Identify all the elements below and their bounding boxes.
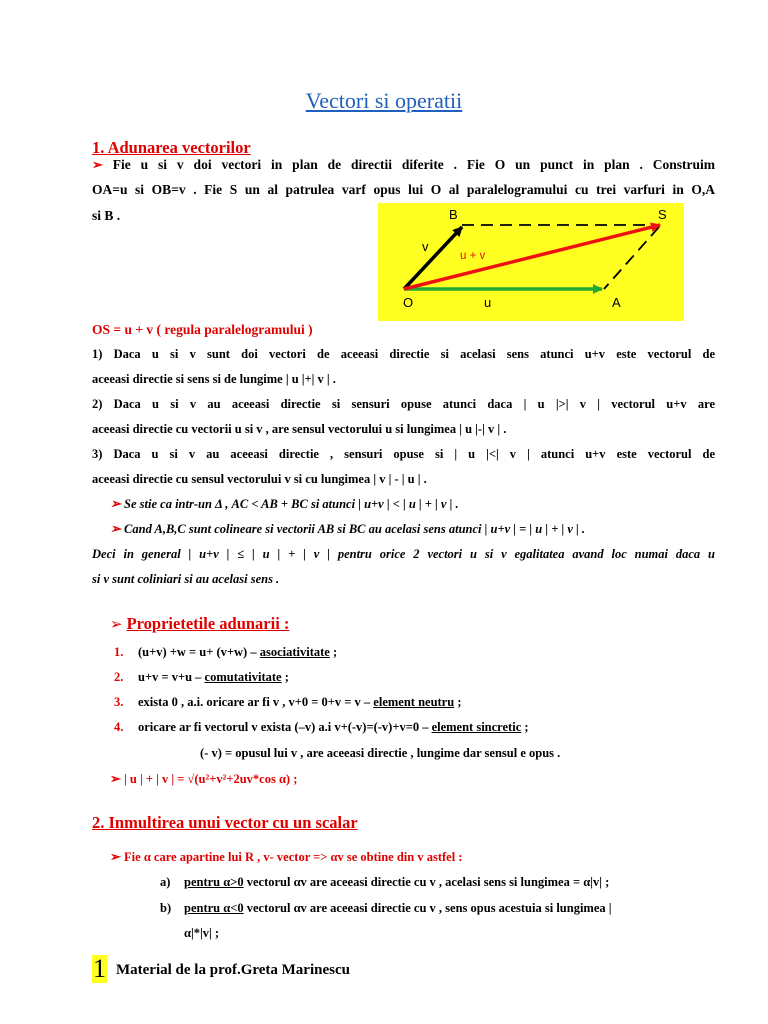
section-heading-addition: 1. Adunarea vectorilor	[92, 138, 251, 157]
property-end: ;	[454, 695, 462, 709]
opposite-note: (- v) = opusul lui v , are aceeasi directie , lungime dar sensul e opus .	[200, 746, 561, 760]
property-text: oricare ar fi vectorul v exista (–v) a.i v+(-v)=(-v)+v=0 –	[138, 720, 432, 734]
italic-note: Deci in general | u+v | ≤ | u | + | v | pentru orice 2 vectori u si v egalitatea avand loc numai daca u	[92, 547, 715, 561]
formula-text: | u | + | v | = √(u²+v²+2uv*cos α) ;	[124, 772, 298, 786]
bullet-arrow-icon: ➢	[110, 771, 121, 786]
point-label-o: O	[403, 295, 414, 310]
property-number: 1.	[114, 645, 124, 659]
italic-note-text: Se stie ca intr-un Δ , AC < AB + BC si atunci | u+v | < | u | + | v | .	[124, 497, 459, 511]
bullet-arrow-icon: ➢	[110, 617, 123, 633]
paragraph-line	[92, 157, 715, 173]
vector-sum-arrow	[404, 225, 660, 289]
property-item	[114, 670, 289, 685]
property-term: element sincretic	[431, 720, 522, 734]
bullet-arrow-icon: ➢	[110, 496, 121, 511]
parallelogram-rule: OS = u + v ( regula paralelogramului )	[92, 322, 313, 337]
point-label-b: B	[449, 207, 458, 222]
bullet-arrow-icon: ➢	[110, 849, 121, 864]
property-end: ;	[281, 670, 289, 684]
scalar-case-b-cont: α|*|v| ;	[184, 926, 220, 940]
case-item: 3) Daca u si v au aceeasi directie , sensuri opuse si | u |<| v | atunci u+v este vectorul de	[92, 447, 715, 461]
vector-v-arrow	[404, 227, 462, 289]
paragraph-line: OA=u si OB=v . Fie S un al patrulea varf opus lui O al paralelogramului cu trei varfuri in O,A	[92, 182, 715, 197]
case-label: b)	[160, 901, 172, 915]
case-item: 1) Daca u si v sunt doi vectori de aceeasi directie si acelasi sens atunci u+v este vectorul de	[92, 347, 715, 361]
paragraph-line: si B .	[92, 208, 121, 223]
case-label: a)	[160, 875, 171, 889]
page-title: Vectori si operatii	[305, 88, 463, 113]
italic-note	[110, 521, 585, 537]
case-condition: pentru α<0	[184, 901, 244, 915]
italic-note	[110, 496, 459, 512]
vector-label-v: v	[422, 239, 429, 254]
scalar-case-b	[160, 901, 612, 916]
case-item: aceeasi directie si sens si de lungime | u |+| v | .	[92, 372, 336, 386]
property-item	[114, 695, 461, 710]
vector-label-u: u	[484, 295, 492, 310]
parallelogram-svg	[378, 203, 684, 321]
vector-label-sum: u + v	[460, 250, 486, 262]
property-text: u+v = v+u –	[138, 670, 205, 684]
case-item: aceeasi directie cu sensul vectorului v si cu lungimea | v | - | u | .	[92, 472, 427, 486]
section-heading-scalar: 2. Inmultirea unui vector cu un scalar	[92, 813, 358, 832]
bullet-arrow-icon: ➢	[92, 157, 103, 172]
point-label-a: A	[612, 295, 621, 310]
point-label-s: S	[658, 207, 667, 222]
property-item	[114, 720, 529, 735]
footer-credit: Material de la prof.Greta Marinescu	[116, 962, 350, 978]
property-text: exista 0 , a.i. oricare ar fi v , v+0 = 0+v = v –	[138, 695, 374, 709]
case-text: vectorul αv are aceeasi directie cu v , sens opus acestuia si lungimea |	[243, 901, 612, 915]
scalar-case-a	[160, 875, 609, 890]
formula-row	[110, 771, 297, 787]
properties-heading: Proprietetile adunarii :	[126, 614, 290, 633]
property-number: 3.	[114, 695, 124, 709]
scalar-intro-text: Fie α care apartine lui R , v- vector => αv se obtine din v astfel :	[124, 850, 463, 864]
property-text: (u+v) +w = u+ (v+w) –	[138, 645, 260, 659]
bullet-arrow-icon: ➢	[110, 521, 121, 536]
property-term: element neutru	[373, 695, 455, 709]
property-end: ;	[521, 720, 529, 734]
parallelogram-diagram	[378, 203, 684, 321]
property-term: asociativitate	[259, 645, 330, 659]
page-number: 1	[93, 954, 106, 983]
paragraph-text: Fie u si v doi vectori in plan de directii diferite . Fie O un punct in plan . Construim	[112, 157, 715, 172]
case-condition: pentru α>0	[184, 875, 244, 889]
property-term: comutativitate	[204, 670, 282, 684]
property-number: 2.	[114, 670, 124, 684]
property-item	[114, 645, 337, 660]
case-text: vectorul αv are aceeasi directie cu v , acelasi sens si lungimea = α|v| ;	[243, 875, 610, 889]
properties-heading-row	[110, 614, 289, 634]
scalar-intro	[110, 849, 462, 865]
property-end: ;	[329, 645, 338, 659]
property-number: 4.	[114, 720, 124, 734]
case-item: 2) Daca u si v au aceeasi directie si sensuri opuse atunci daca | u |>| v | vectorul u+v are	[92, 397, 715, 411]
case-item: aceeasi directie cu vectorii u si v , are sensul vectorului u si lungimea | u |-| v | .	[92, 422, 507, 436]
italic-note: si v sunt coliniari si au acelasi sens .	[92, 572, 280, 586]
italic-note-text: Cand A,B,C sunt colineare si vectorii AB si BC au acelasi sens atunci | u+v | = | u | + | v | .	[124, 522, 585, 536]
